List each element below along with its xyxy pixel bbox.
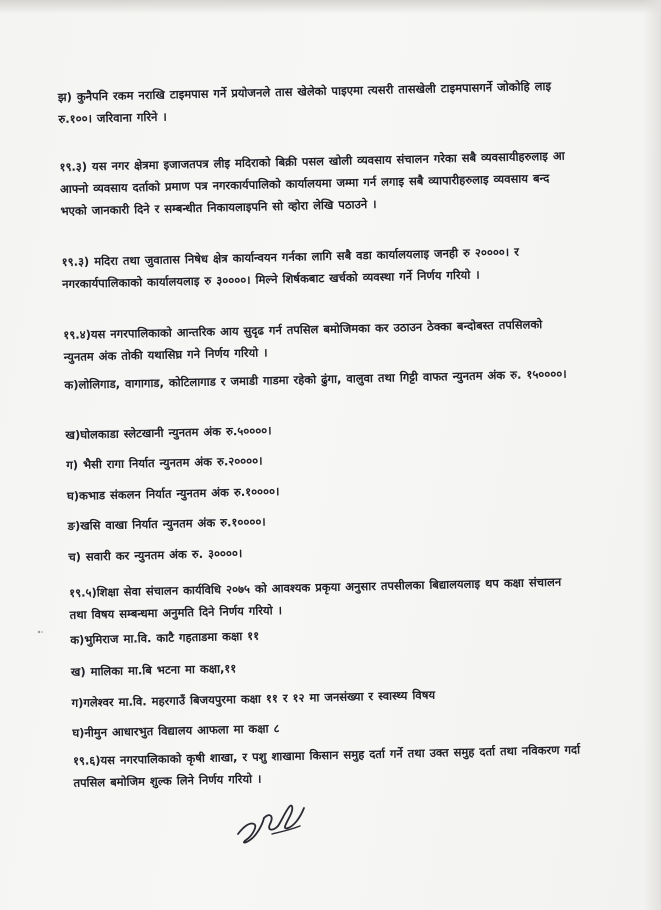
list-item-ga-school: ग)गलेश्वर मा.वि. महरगाउँ बिजयपुरमा कक्षा ११ र १२ मा जनसंख्या र स्वास्थ्य विषय (71, 687, 436, 710)
scan-speck (36, 628, 44, 636)
list-item-nga-goat-export: ङ)खसि वाखा निर्यात न्युनतम अंक रु.१००००। (67, 514, 266, 533)
list-item-kha-slate: ख)घोलकाडा स्लेटखानी न्युनतम अंक रु.५००००। (65, 423, 272, 442)
paragraph-19-3-liquor-license: १९.३) यस नगर क्षेत्रमा इजाजतपत्र लीइ मदिराको बिक्री पसल खोली व्यवसाय संचालन गरेका सबै व्यवसायीहरुलाइ आ आफ्नो व्यवसाय दर्ताको प्रमाण पत्र नगरकार्यपालिको कार्यालयमा जम्मा गर्न लगाइ सबै व्यापारीहरुलाइ व्यवसाय बन्द भएको जानकारी दिने र सम्बन्धीत निकायलाइपनि सो व्होरा लेखि पठाउने । (59, 148, 565, 219)
list-item-ga-buffalo-export: ग) भैसी रागा निर्यात न्युनतम अंक रु.२००००। (66, 453, 263, 472)
paragraph-19-4-revenue: १९.४)यस नगरपालिकाको आन्तरिक आय सुदृढ गर्न तपसिल बमोजिमका कर उठाउन ठेक्का बन्दोबस्त तपसिलको न्युनतम अंक तोकी यथासिघ्र गने निर्णय गरियो । (63, 317, 543, 365)
list-item-ka-school: क)भुमिराज मा.वि. काटै गहताडमा कक्षा ११ (70, 628, 260, 647)
paragraph-jha-card-penalty: झ) कुनैपनि रकम नराखि टाइमपास गर्ने प्रयोजनले तास खेलेको पाइएमा त्यसरी तासखेली टाइमपासगर्ने जोकोहि लाइ रु.१००। जरिवाना गरिने । (57, 78, 552, 127)
paragraph-19-6-agriculture: १९.६)यस नगरपालिकाको कृषी शाखा, र पशु शाखामा किसान समुह दर्ता गर्ने तथा उक्त समुह दर्ता तथा नविकरण गर्दा तपसिल बमोजिम शुल्क लिने निर्णय गरियो । (72, 742, 581, 790)
list-item-cha-vehicle-tax: च) सवारी कर न्युनतम अंक रु. ३००००। (68, 546, 243, 564)
list-item-kha-school: ख) मालिका मा.बि भटना मा कक्षा,११ (70, 661, 237, 679)
list-item-ka-stone-sand: क)लोलिगाड, वागागाड, कोटिलागाड र जमाडी गाडमा रहेको ढुंगा, वालुवा तथा गिट्टी वाफत न्युनतम अंक रु. १५००००। (64, 366, 567, 393)
paragraph-19-3-prohibition-budget: १९.३) मदिरा तथा जुवातास निषेध क्षेत्र कार्यान्वयन गर्नका लागि सबै वडा कार्यालयलाइ जनही रु २००००। र नगरकार्यपालिकाको कार्यालयलाइ रु ३००००। मिल्ने शिर्षकबाट खर्चको व्यवस्था गर्ने निर्णय गरियो । (61, 244, 520, 292)
paragraph-19-5-education: १९.५)शिक्षा सेवा संचालन कार्यविधि २०७५ को आवश्यक प्रकृया अनुसार तपसीलका बिद्यालयलाइ थप कक्षा संचालन तथा विषय सम्बन्धमा अनुमति दिने निर्णय गरियो । (69, 574, 562, 622)
list-item-gha-scrap: घ)कभाड संकलन निर्यात न्युनतम अंक रु.१००००। (66, 484, 280, 503)
list-item-gha-school: घ)नीमुन आधारभुत विद्यालय आफला मा कक्षा ८ (72, 721, 280, 740)
handwritten-signature (234, 796, 310, 848)
